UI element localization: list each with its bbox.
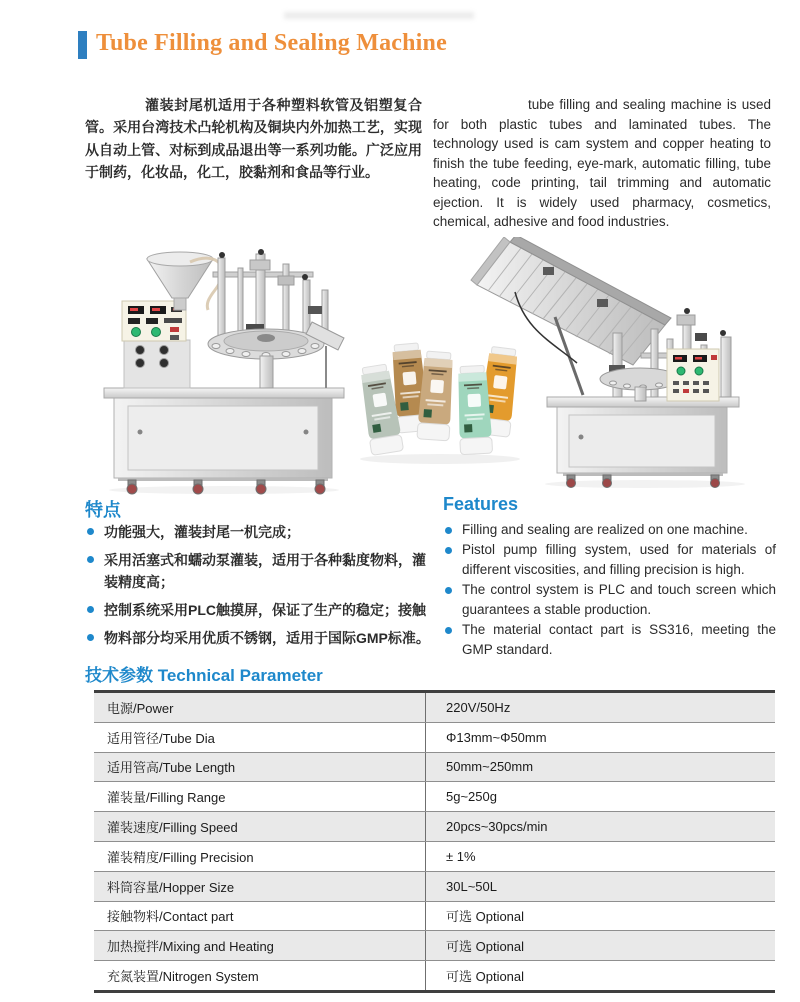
param-value: 30L~50L [426, 871, 776, 901]
table-row [94, 692, 775, 723]
page-title: Tube Filling and Sealing Machine [96, 30, 447, 56]
table-row [94, 782, 775, 812]
param-label: 接触物料/Contact part [94, 901, 426, 931]
param-value: 可选 Optional [426, 931, 776, 961]
param-value: Φ13mm~Φ50mm [426, 722, 776, 752]
param-value: 可选 Optional [426, 961, 776, 992]
param-label: 灌装量/Filling Range [94, 782, 426, 812]
tube-beige [417, 351, 455, 441]
parameters-table [94, 690, 775, 993]
param-label: 灌装速度/Filling Speed [94, 812, 426, 842]
param-label: 适用管高/Tube Length [94, 752, 426, 782]
watermark-smudge [284, 12, 474, 19]
machine-front-photo [98, 246, 350, 495]
feature-item: Pistol pump filling system, used for materials of different viscosities, and filling precision is high. [443, 540, 776, 580]
features-list-cn [85, 521, 431, 655]
table-row [94, 812, 775, 842]
param-label: 充氮装置/Nitrogen System [107, 969, 259, 985]
table-row [94, 961, 775, 992]
feature-item: 功能强大，灌装封尾一机完成； [85, 521, 431, 543]
param-label: 灌装精度/Filling Precision [94, 841, 426, 871]
features-list-en [443, 520, 776, 660]
feature-item: Filling and sealing are realized on one machine. [443, 520, 776, 540]
table-row [94, 722, 775, 752]
intro-paragraph-chinese: 灌装封尾机适用于各种塑料软管及铝塑复合管。采用台湾技术凸轮机构及铜块内外加热工艺，实现从自动上管、对标到成品退出等一系列功能。广泛应用于制药，化妆品，化工，胶黏剂和食品等行业。 [85, 97, 422, 181]
feature-item: 物料部分均采用优质不锈钢，适用于国际GMP标准。 [85, 627, 431, 649]
param-value: ± 1% [426, 841, 776, 871]
param-value: 可选 Optional [426, 901, 776, 931]
param-label: 电源/Power [94, 692, 426, 723]
param-label: 适用管径/Tube Dia [94, 722, 426, 752]
param-value: 220V/50Hz [426, 692, 776, 723]
parameters-heading: 技术参数 Technical Parameter [85, 666, 323, 685]
feature-item: The material contact part is SS316, meeting the GMP standard. [443, 620, 776, 660]
product-tubes-photo [344, 330, 536, 466]
features-heading-cn: 特点 [85, 500, 121, 520]
table-row [94, 931, 775, 961]
title-accent-bar [78, 31, 87, 59]
features-heading-en: Features [443, 494, 519, 514]
table-row [94, 841, 775, 871]
table-row [94, 871, 775, 901]
param-label: 料筒容量/Hopper Size [94, 871, 426, 901]
feature-item: 控制系统采用PLC触摸屏，保证了生产的稳定；接触 [85, 599, 431, 621]
param-value: 20pcs~30pcs/min [426, 812, 776, 842]
feature-item: The control system is PLC and touch screen which guarantees a stable production. [443, 580, 776, 620]
intro-paragraph-english: tube filling and sealing machine is used for both plastic tubes and laminated tubes. The technology used is cam system and copper heating to finish the tube feeding, eye-mark, automatic filling, tube heating, code printing, tail trimming and automatic ejection. It is widely used pharmacy, cosmetics, chemical, adhesive and food industries. [433, 97, 771, 229]
table-row [94, 752, 775, 782]
param-label: 加热搅拌/Mixing and Heating [94, 931, 426, 961]
param-value: 5g~250g [426, 782, 776, 812]
title-block [78, 28, 447, 59]
feature-item: 采用活塞式和蠕动泵灌装，适用于各种黏度物料，灌装精度高； [85, 549, 431, 593]
param-value: 50mm~250mm [426, 752, 776, 782]
table-row [94, 901, 775, 931]
